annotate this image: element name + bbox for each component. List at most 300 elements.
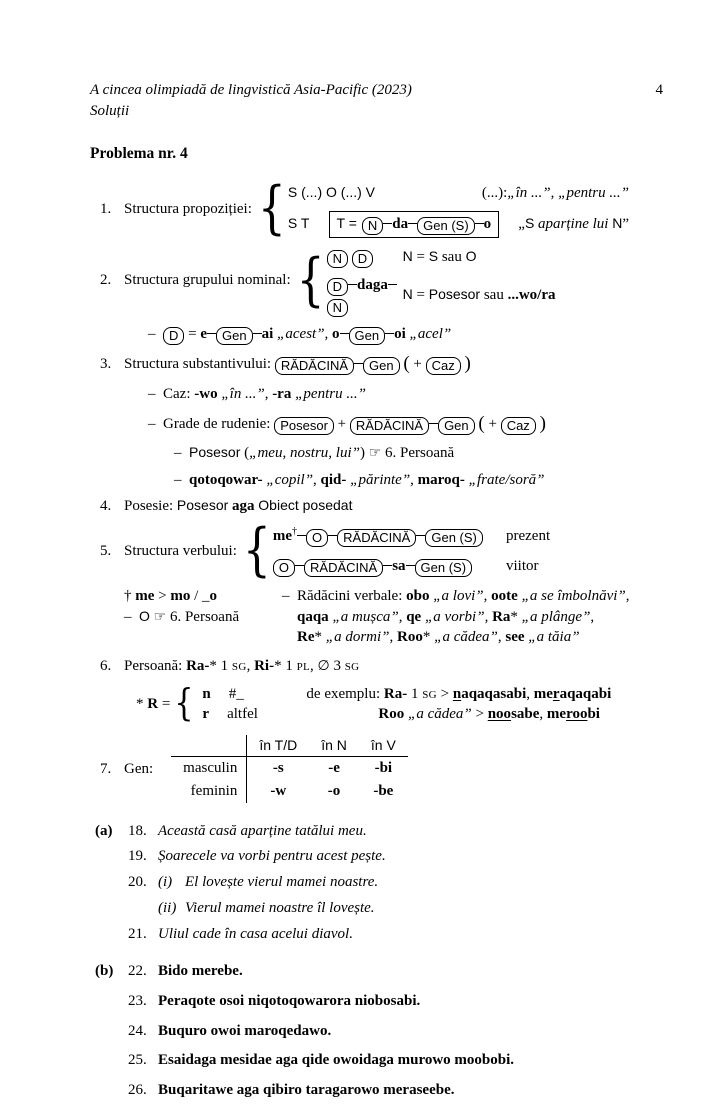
text-segment: „pentru ...” [558, 184, 629, 201]
item-3-kinship-roots [174, 470, 663, 491]
text-segment: Posesie: [124, 498, 177, 515]
row-label: masculin [171, 757, 247, 780]
text-segment: n [452, 685, 462, 702]
text-segment: o [209, 587, 218, 604]
text-segment: 6. Persoană [381, 444, 455, 461]
text-segment: N [402, 286, 413, 303]
text-segment: r [552, 685, 560, 702]
category-box: RĂDĂCINĂ [304, 559, 383, 577]
text-segment: , [324, 325, 333, 342]
connector-line [475, 223, 484, 224]
text-segment: – Grade de rudenie: [148, 415, 275, 432]
text-segment: Ra- [383, 685, 408, 702]
answer-number: 19. [128, 848, 147, 865]
text-segment: – Rădăcini verbale: [282, 587, 407, 604]
answer-subnumber: (i) [158, 874, 173, 891]
text-segment: obo [406, 587, 430, 604]
answer-text: Bido merebe. [158, 963, 243, 980]
text-segment: O [139, 607, 150, 624]
example-line-2 [378, 704, 611, 725]
text-segment: e [200, 325, 208, 342]
item-6-content [124, 656, 359, 677]
text-segment: me [546, 706, 567, 723]
rule-lhs [136, 694, 170, 715]
connector-line [406, 565, 415, 566]
text-segment: n [202, 685, 211, 702]
row-label: feminin [171, 780, 247, 803]
text-segment: ☞ [368, 444, 382, 461]
section-b [95, 961, 663, 1109]
category-box: D [352, 250, 373, 268]
text-segment: + [484, 415, 501, 432]
rule-branches [202, 684, 294, 725]
text-segment: sg [422, 685, 437, 702]
text-segment: „ [518, 215, 525, 232]
category-box: D [327, 278, 348, 296]
item-6-number: 6. [100, 658, 112, 674]
text-segment: qaqa [297, 608, 329, 625]
text-segment: S [524, 214, 535, 231]
text-segment: Ra [492, 608, 511, 625]
category-box: O [273, 559, 295, 577]
text-segment: bi [587, 706, 600, 723]
text-segment: * [422, 629, 435, 646]
category-box: Gen (S) [425, 529, 483, 547]
connector-line [328, 535, 337, 536]
category-box: Gen [349, 327, 386, 345]
text-segment: Structura substantivului: [124, 355, 275, 372]
category-box: N [327, 299, 348, 317]
text-segment: „acest” [277, 325, 325, 342]
text-segment: / _ [190, 587, 210, 604]
text-segment: , [410, 471, 418, 488]
item-4-number: 4. [100, 498, 112, 515]
text-segment: = [184, 325, 201, 342]
text-segment: sabe [511, 706, 540, 723]
text-segment: , [398, 608, 407, 625]
item-5-row-future [273, 554, 568, 579]
text-segment: , [539, 706, 547, 723]
item-7-number: 7. [100, 760, 112, 777]
table-cell: -o [327, 783, 341, 800]
verb-roots-line-2 [297, 607, 663, 628]
item-2-noun-phrase-structure [100, 245, 663, 317]
text-segment: Posesor [189, 443, 241, 460]
text-segment: Posesor [176, 497, 229, 514]
text-segment: „pentru ...” [295, 385, 366, 402]
item-2-row-2 [327, 275, 663, 317]
section-a-label: (a) [95, 822, 113, 839]
text-segment: 6. Persoană [166, 608, 240, 625]
text-segment: , [483, 587, 492, 604]
item-3-content [124, 351, 471, 377]
boxed-t-formula [329, 211, 500, 238]
text-segment: #_ [228, 685, 244, 702]
answer-number: 21. [128, 925, 147, 942]
table-cell: -w [270, 783, 287, 800]
text-segment: me [272, 528, 293, 545]
text-segment: „a cădea” [408, 706, 472, 723]
text-segment: „în ...” [507, 184, 551, 201]
answer-number: 20. [128, 874, 147, 891]
category-box: Caz [501, 417, 536, 435]
answer-row-20i [128, 872, 386, 893]
text-segment: aqaqabi [559, 685, 612, 702]
item-4-possession [100, 496, 663, 517]
text-segment: „părinte” [350, 471, 411, 488]
connector-line [340, 333, 349, 334]
text-segment: altfel [227, 706, 258, 723]
left-brace-icon: { [296, 246, 325, 314]
text-segment: aga [232, 498, 255, 515]
text-segment: ( [403, 352, 410, 374]
text-segment: * [314, 629, 326, 646]
answer-number: 22. [128, 963, 147, 980]
text-segment: „a dormi” [325, 629, 390, 646]
gender-table-row-masculine [171, 757, 408, 780]
item-1-label: Structura propoziției: [124, 200, 252, 217]
header-title-block [90, 80, 412, 121]
text-segment: qe [406, 608, 422, 625]
text-segment: Roo [397, 629, 423, 646]
section-a-rows [128, 821, 386, 949]
text-segment: , [497, 629, 506, 646]
item-2-rows [327, 245, 663, 317]
item-3-case-note [148, 384, 663, 405]
rule-examples [306, 684, 611, 725]
item-5-left-notes [124, 586, 282, 648]
verb-roots-line-1 [282, 586, 663, 607]
category-box: O [306, 529, 328, 547]
text-segment: qotoqowar- [189, 471, 263, 488]
item-3-kinship-note [148, 411, 663, 437]
text-segment: „a se îmbolnăvi” [521, 587, 626, 604]
text-segment: qid- [320, 471, 347, 488]
example-line-1 [306, 684, 611, 705]
answer-row-19 [128, 846, 386, 867]
text-segment: me [533, 685, 553, 702]
text-segment: sg [344, 658, 360, 674]
text-segment: daga [357, 276, 388, 293]
item-3-noun-structure [100, 351, 663, 377]
text-segment: , [310, 658, 318, 674]
text-segment: da [392, 215, 409, 232]
text-segment: me [135, 587, 155, 604]
item-5-number: 5. [100, 543, 112, 560]
answer-row-21 [128, 924, 386, 945]
text-segment: = [412, 287, 429, 304]
text-segment: Roo [378, 706, 405, 723]
text-segment: sa [392, 557, 406, 574]
text-segment: de exemplu: [306, 685, 384, 702]
text-segment: , [550, 184, 559, 201]
text-segment: † [124, 587, 136, 604]
text-segment: – [124, 608, 139, 625]
item-5-verb-structure [100, 517, 663, 584]
answer-row-26 [128, 1080, 514, 1101]
text-segment: „a plânge” [521, 608, 591, 625]
text-segment: oi [394, 325, 406, 342]
answer-row-25 [128, 1050, 514, 1071]
answer-text: Vierul mamei noastre îl lovește. [185, 899, 375, 916]
table-cell: -e [328, 760, 340, 777]
text-segment: R [147, 696, 159, 713]
connector-line [348, 284, 357, 285]
text-segment: „frate/soră” [468, 471, 545, 488]
tense-label-present: prezent [506, 528, 551, 545]
text-segment: – [174, 444, 189, 461]
text-segment: * [136, 696, 148, 713]
table-header-v: în V [359, 735, 408, 757]
answer-text: Această casă aparține tatălui meu. [158, 822, 367, 839]
text-segment: ai [261, 325, 274, 342]
answer-text: Uliul cade în casa acelui diavol. [158, 925, 353, 942]
text-segment: , [389, 629, 398, 646]
text-segment: -ra [272, 385, 292, 402]
text-segment: , [313, 471, 321, 488]
section-b-label: (b) [95, 963, 114, 980]
text-segment: oote [491, 587, 518, 604]
table-header-empty [171, 735, 247, 757]
verb-roots-line-3 [297, 627, 663, 648]
problem-title: Problema nr. 4 [90, 145, 188, 163]
text-segment: roo [566, 706, 588, 723]
category-box: Gen [363, 357, 400, 375]
text-segment: + [409, 355, 426, 372]
item-6-person [100, 656, 663, 677]
text-segment: „a mușca” [332, 608, 399, 625]
text-segment: sau [438, 248, 466, 265]
dagger-rule [124, 586, 282, 607]
text-segment: „în ...” [221, 385, 265, 402]
answer-text: Esaidaga mesidae aga qide owoidaga murowo moobobi. [158, 1052, 515, 1069]
category-box: D [163, 327, 184, 345]
formula-present [273, 525, 483, 547]
connector-line [297, 535, 306, 536]
answer-number: 25. [128, 1052, 147, 1069]
formula-future [273, 556, 472, 577]
text-segment: S (...) O (...) V [287, 183, 376, 200]
text-segment: o [483, 215, 492, 232]
connector-line [383, 223, 392, 224]
connector-line [388, 284, 397, 285]
header-line-2: Soluții [90, 102, 130, 119]
item-2-row-1 [327, 245, 663, 270]
text-segment: > [436, 685, 453, 702]
object-person-note [124, 607, 282, 628]
text-segment: = [412, 248, 429, 265]
rule-branch-n [202, 684, 294, 705]
answer-number: 18. [128, 822, 147, 839]
text-segment: sau [480, 287, 508, 304]
text-segment: -wo [194, 385, 218, 402]
item-4-content [124, 496, 352, 517]
text-segment: S T [287, 214, 310, 231]
formula-sov [288, 183, 375, 204]
page-number: 4 [655, 82, 663, 98]
gender-table-header-row [171, 735, 408, 757]
note-gloss [518, 214, 629, 235]
text-segment: „copil” [266, 471, 314, 488]
text-segment: „a lovi” [433, 587, 484, 604]
connector-line [385, 333, 394, 334]
text-segment: – Caz: [148, 385, 195, 402]
category-box: RĂDĂCINĂ [350, 417, 429, 435]
left-brace-icon: { [257, 175, 286, 242]
text-segment: ( [240, 444, 250, 461]
table-cell: -be [373, 783, 394, 800]
text-segment: ) [539, 412, 546, 434]
connector-line [408, 223, 417, 224]
connector-line [295, 565, 304, 566]
answer-text: Buqaritawe aga qibiro taragarowo meraseebe. [158, 1081, 455, 1098]
text-segment: ☞ [153, 608, 167, 625]
text-segment: aparține lui [538, 215, 609, 232]
answer-row-18 [128, 821, 386, 842]
category-box: Caz [426, 357, 461, 375]
text-segment: Obiect posedat [258, 497, 353, 514]
text-segment: N [612, 214, 623, 231]
item-3-possessor-note [174, 443, 663, 464]
text-segment: , [625, 587, 630, 604]
table-header-n: în N [309, 735, 359, 757]
text-segment: N [402, 247, 413, 264]
item-2-determiner-note [148, 324, 663, 345]
r-realization-rule [136, 681, 663, 726]
item-1-row-2 [288, 211, 629, 238]
text-segment: ) [359, 444, 369, 461]
connector-line [207, 333, 216, 334]
page-header [90, 80, 663, 121]
category-box: RĂDĂCINĂ [337, 529, 416, 547]
text-segment: „a cădea” [434, 629, 498, 646]
table-cell: -s [272, 760, 284, 777]
text-segment: ” [622, 215, 629, 232]
connector-line [429, 423, 438, 424]
text-segment: „acel” [409, 325, 452, 342]
item-2-label: Structura grupului nominal: [124, 272, 291, 289]
section-a [95, 821, 663, 949]
text-segment: , [526, 685, 534, 702]
answer-row-22 [128, 961, 514, 982]
note [403, 285, 663, 306]
text-segment: Ri- [254, 658, 275, 674]
text-segment: Ra- [186, 658, 210, 674]
item-5-rows [273, 524, 568, 579]
formula-d-daga-n [327, 275, 403, 317]
text-segment: r [202, 706, 210, 723]
category-box: Gen [216, 327, 253, 345]
item-1-number: 1. [100, 200, 112, 217]
table-cell: -bi [374, 760, 393, 777]
text-segment: > [154, 587, 171, 604]
text-segment: aqaqasabi [461, 685, 527, 702]
answer-subnumber: (ii) [158, 899, 177, 916]
connector-line [383, 565, 392, 566]
item-1-sentence-structure [100, 175, 663, 242]
text-segment: S [428, 247, 439, 264]
rule-branch-r [202, 704, 294, 725]
category-box: Posesor [274, 417, 334, 435]
connector-line [253, 333, 262, 334]
connector-line [416, 535, 425, 536]
left-brace-icon: { [242, 517, 271, 584]
header-line-1: A cincea olimpiadă de lingvistică Asia-Pacific (2023) [90, 82, 412, 98]
text-segment: ...wo/ra [507, 287, 556, 304]
text-segment: pl [296, 658, 311, 674]
item-1-row-1 [288, 181, 629, 206]
answer-number: 24. [128, 1022, 147, 1039]
category-box: N [327, 250, 348, 268]
text-segment: , [246, 658, 255, 674]
text-segment: – [174, 471, 189, 488]
item-3-number: 3. [100, 355, 112, 372]
text-segment: mo [170, 587, 191, 604]
answer-number: 26. [128, 1081, 147, 1098]
note [403, 247, 663, 268]
text-segment: (...): [481, 184, 508, 201]
text-segment: maroq- [417, 471, 465, 488]
item-1-rows [288, 181, 629, 238]
connector-line [354, 363, 363, 364]
answer-text: El lovește vierul mamei noastre. [185, 874, 379, 891]
text-segment: = [158, 696, 171, 713]
text-segment: Persoană: [124, 658, 187, 674]
text-segment: noo [487, 706, 512, 723]
text-segment: > [471, 706, 488, 723]
text-segment: O [465, 247, 477, 264]
text-segment: , [590, 608, 595, 625]
note-gloss [482, 183, 629, 204]
answer-text: Peraqote osoi niqotoqowarora niobosabi. [158, 992, 421, 1009]
text-segment: † [292, 526, 298, 538]
answer-row-20ii [128, 898, 386, 919]
text-segment: , [264, 385, 273, 402]
text-segment: – [148, 325, 163, 342]
text-segment: „a vorbi” [424, 608, 485, 625]
text-segment: ∅ [317, 658, 330, 674]
text-segment: * 1 [274, 658, 297, 674]
item-5-row-present [273, 524, 568, 549]
text-segment: 3 [329, 658, 345, 674]
category-box: N [362, 217, 383, 235]
tense-label-future: viitor [506, 558, 539, 575]
text-segment: „a tăia” [528, 629, 580, 646]
text-segment: + [333, 415, 350, 432]
item-5-notes [124, 586, 663, 648]
answer-text: Șoarecele va vorbi pentru acest pește. [158, 848, 386, 865]
answer-row-23 [128, 991, 514, 1012]
answer-text: Buquro owoi maroqedawo. [158, 1022, 332, 1039]
text-segment: 1 [407, 685, 423, 702]
category-box: RĂDĂCINĂ [275, 357, 354, 375]
section-b-rows [128, 961, 514, 1109]
text-segment: Posesor [428, 286, 481, 303]
category-box: Gen (S) [417, 217, 475, 235]
item-2-number: 2. [100, 272, 112, 289]
left-brace-icon: { [174, 681, 194, 726]
text-segment: o [332, 325, 340, 342]
formula-st [288, 214, 310, 235]
gender-table [171, 735, 408, 803]
item-5-verb-roots [282, 586, 663, 648]
text-segment: * 1 [209, 658, 232, 674]
text-segment: T = [336, 214, 357, 231]
category-box: Gen (S) [415, 559, 473, 577]
text-segment: ( [478, 412, 485, 434]
category-box: Gen [438, 417, 475, 435]
text-segment: , [484, 608, 493, 625]
